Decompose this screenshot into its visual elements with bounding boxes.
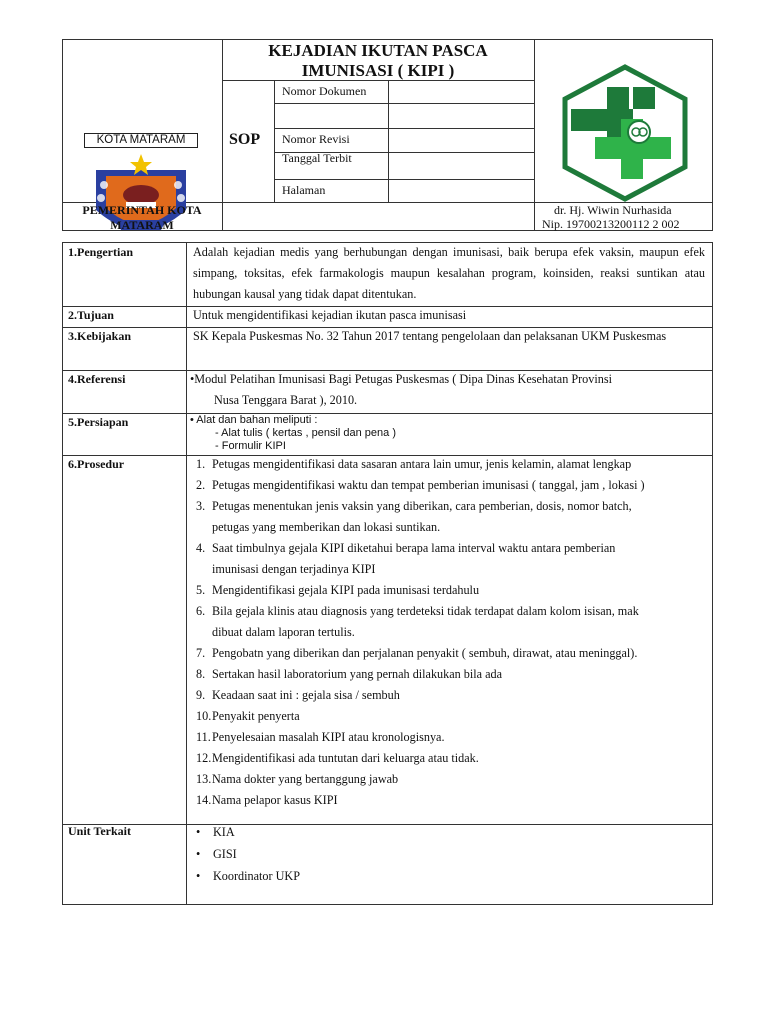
kota-mataram-emblem-icon <box>86 150 196 248</box>
meta-tanggal-terbit: Tanggal Terbit <box>282 151 352 165</box>
document-title <box>222 41 534 81</box>
prosedur-step: 9. Keadaan saat ini : gejala sisa / sembuh <box>196 688 400 702</box>
prosedur-step: 4. Saat timbulnya gejala KIPI diketahui berapa lama interval waktu antara pemberian imunisasi dengan terjadinya KIPI <box>196 541 616 576</box>
unit-item: • Koordinator UKP <box>196 869 300 883</box>
prosedur-step: 10.Penyakit penyerta <box>196 709 300 723</box>
header-divider <box>388 80 389 202</box>
pemerintah-line-2: MATARAM <box>110 218 174 232</box>
prosedur-step: 5. Mengidentifikasi gejala KIPI pada imunisasi terdahulu <box>196 583 480 597</box>
prosedur-step: 1. Petugas mengidentifikasi data sasaran antara lain umur, jenis kelamin, alamat lengkap <box>196 457 632 471</box>
unit-item: • GISI <box>196 847 237 861</box>
title-line-2: IMUNISASI ( KIPI ) <box>301 61 455 80</box>
prosedur-list <box>196 454 708 811</box>
meta-divider <box>274 179 534 180</box>
meta-divider <box>274 128 534 129</box>
row-divider <box>62 413 713 414</box>
persiapan-label: 5.Persiapan <box>68 415 129 429</box>
kebijakan-label: 3.Kebijakan <box>68 329 132 343</box>
persiapan-item: - Formulir KIPI <box>215 440 286 452</box>
title-line-1: KEJADIAN IKUTAN PASCA <box>268 41 488 60</box>
meta-divider <box>274 103 534 104</box>
persiapan-item: - Alat tulis ( kertas , pensil dan pena ) <box>215 427 396 439</box>
kota-label: KOTA MATARAM <box>84 133 198 148</box>
meta-halaman: Halaman <box>282 183 326 197</box>
meta-nomor-dokumen: Nomor Dokumen <box>282 84 367 98</box>
prosedur-step: 2. Petugas mengidentifikasi waktu dan tempat pemberian imunisasi ( tanggal, jam , lokasi ) <box>196 478 645 492</box>
kebijakan-text: SK Kepala Puskesmas No. 32 Tahun 2017 tentang pengelolaan dan pelaksanan UKM Puskesmas <box>193 329 667 343</box>
tujuan-text: Untuk mengidentifikasi kejadian ikutan pasca imunisasi <box>193 308 467 322</box>
unit-item: • KIA <box>196 825 235 839</box>
unit-list <box>196 821 300 887</box>
pengertian-label: 1.Pengertian <box>68 245 133 259</box>
puskesmas-logo-icon <box>555 63 695 203</box>
sop-label: SOP <box>229 131 261 148</box>
tujuan-label: 2.Tujuan <box>68 308 114 322</box>
signer-nip: Nip. 19700213200112 2 002 <box>542 217 680 231</box>
header-divider <box>274 80 275 202</box>
prosedur-label: 6.Prosedur <box>68 457 125 471</box>
persiapan-bullet: • Alat dan bahan meliputi : <box>190 414 318 426</box>
prosedur-step: 14.Nama pelapor kasus KIPI <box>196 793 338 807</box>
pemerintah-label <box>62 203 222 233</box>
prosedur-step: 8. Sertakan hasil laboratorium yang pernah dilakukan bila ada <box>196 667 503 681</box>
prosedur-step: 3. Petugas menentukan jenis vaksin yang diberikan, cara pemberian, dosis, nomor batch, petugas yang memberikan dan lokasi suntikan. <box>196 499 632 534</box>
referensi-line-1: •Modul Pelatihan Imunisasi Bagi Petugas Puskesmas ( Dipa Dinas Kesehatan Provinsi <box>190 372 612 386</box>
referensi-line-2: Nusa Tenggara Barat ), 2010. <box>214 393 358 407</box>
referensi-label: 4.Referensi <box>68 372 126 386</box>
pengertian-text: Adalah kejadian medis yang berhubungan dengan imunisasi, baik berupa efek vaksin, maupun efek simpang, toksitas, efek farmakologis maupun kesalahan program, koinsiden, reaksi suntikan atau hubungan kausal yang tidak dapat ditentukan. <box>193 245 705 301</box>
content-divider <box>186 242 187 905</box>
prosedur-step: 12.Mengidentifikasi ada tuntutan dari keluarga atau tidak. <box>196 751 479 765</box>
prosedur-step: 6. Bila gejala klinis atau diagnosis yang terdeteksi tidak terdapat dalam kolom isisan, mak dibuat dalam laporan tertulis. <box>196 604 639 639</box>
signer-name: dr. Hj. Wiwin Nurhasida <box>554 203 672 217</box>
meta-nomor-revisi: Nomor Revisi <box>282 132 350 146</box>
prosedur-step: 13.Nama dokter yang bertanggung jawab <box>196 772 399 786</box>
prosedur-step: 7. Pengobatn yang diberikan dan perjalanan penyakit ( sembuh, dirawat, atau meninggal). <box>196 646 638 660</box>
row-divider <box>62 824 713 825</box>
prosedur-step: 11.Penyelesaian masalah KIPI atau kronologisnya. <box>196 730 445 744</box>
pemerintah-line-1: PEMERINTAH KOTA <box>82 203 202 217</box>
unit-label: Unit Terkait <box>68 824 132 838</box>
